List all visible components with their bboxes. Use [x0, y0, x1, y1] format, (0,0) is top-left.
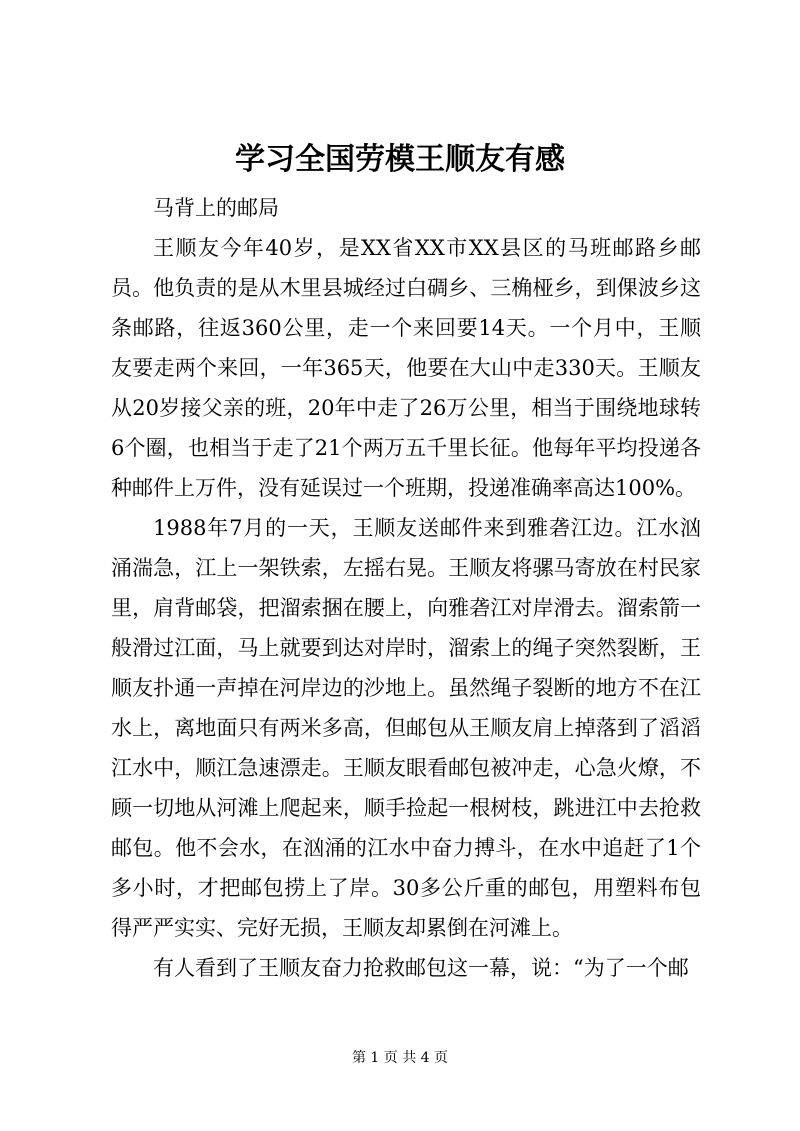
- paragraph: 王顺友今年40岁，是XX省XX市XX县区的马班邮路乡邮员。他负责的是从木里县城经过白碉乡、三桷桠乡，到倮波乡这条邮路，往返360公里，走一个来回要14天。一个月中，王顺友要走两个来回，一年365天，他要在大山中走330天。王顺友从20岁接父亲的班，20年中走了26万公里，相当于围绕地球转6个圈，也相当于走了21个两万五千里长征。他每年平均投递各种邮件上万件，没有延误过一个班期，投递准确率高达100%。: [111, 236, 701, 500]
- page-footer: 第 1 页 共 4 页: [351, 1050, 449, 1066]
- document-body: [111, 188, 701, 988]
- paragraph: 有人看到了王顺友奋力抢救邮包这一幕，说：“为了一个邮: [153, 956, 689, 980]
- document-subtitle: 马背上的邮局: [153, 196, 279, 220]
- document-title: 学习全国劳模王顺友有感: [235, 142, 565, 177]
- paragraph: 1988年7月的一天，王顺友送邮件来到雅砻江边。江水汹涌湍急，江上一架铁索，左摇右晃。王顺友将骡马寄放在村民家里，肩背邮袋，把溜索捆在腰上，向雅砻江对岸滑去。溜索箭一般滑过江面，马上就要到达对岸时，溜索上的绳子突然裂断，王顺友扑通一声掉在河岸边的沙地上。虽然绳子裂断的地方不在江水上，离地面只有两米多高，但邮包从王顺友肩上掉落到了滔滔江水中，顺江急速漂走。王顺友眼看邮包被冲走，心急火燎，不顾一切地从河滩上爬起来，顺手捡起一根树枝，跳进江中去抢救邮包。他不会水，在汹涌的江水中奋力搏斗，在水中追赶了1个多小时，才把邮包捞上了岸。30多公斤重的邮包，用塑料布包得严严实实、完好无损，王顺友却累倒在河滩上。: [111, 516, 701, 940]
